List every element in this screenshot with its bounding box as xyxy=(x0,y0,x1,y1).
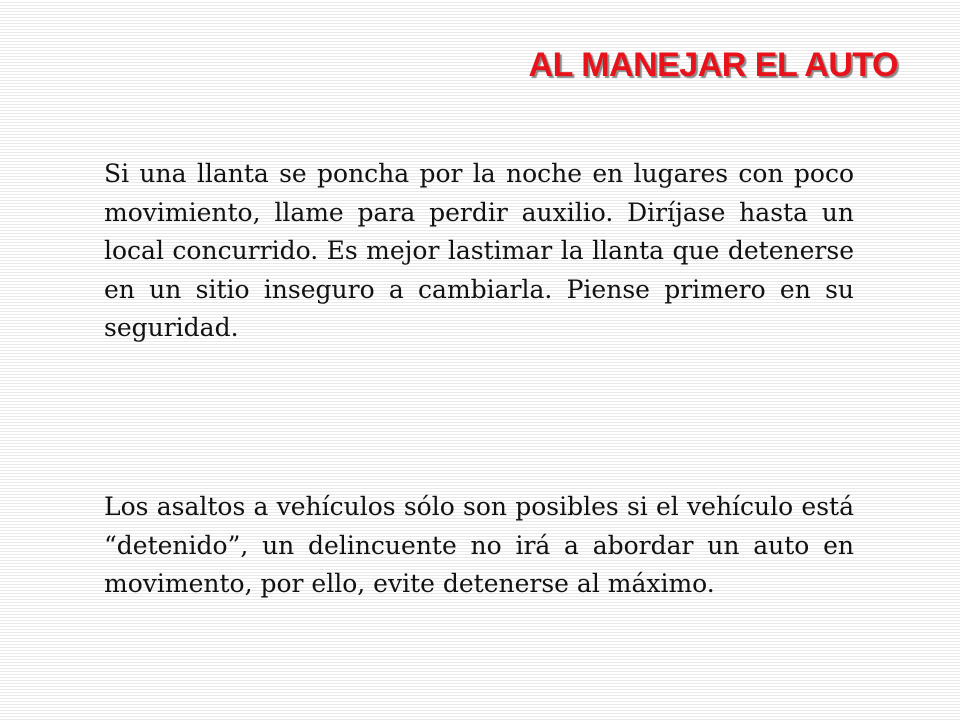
slide-title: AL MANEJAR EL AUTO xyxy=(528,46,898,84)
paragraph-flat-tire-advice: Si una llanta se poncha por la noche en lugares con poco movimiento, llame para perdir auxilio. Diríjase hasta un local concurrido. Es mejor lastimar la llanta que detenerse en un sitio inseguro a cambiarla. Piense primero en su seguridad. xyxy=(104,159,854,343)
paragraph-vehicle-assault-advice: Los asaltos a vehículos sólo son posibles si el vehículo está “detenido”, un delincuente no irá a abordar un auto en movimento, por ello, evite detenerse al máximo. xyxy=(104,492,854,599)
